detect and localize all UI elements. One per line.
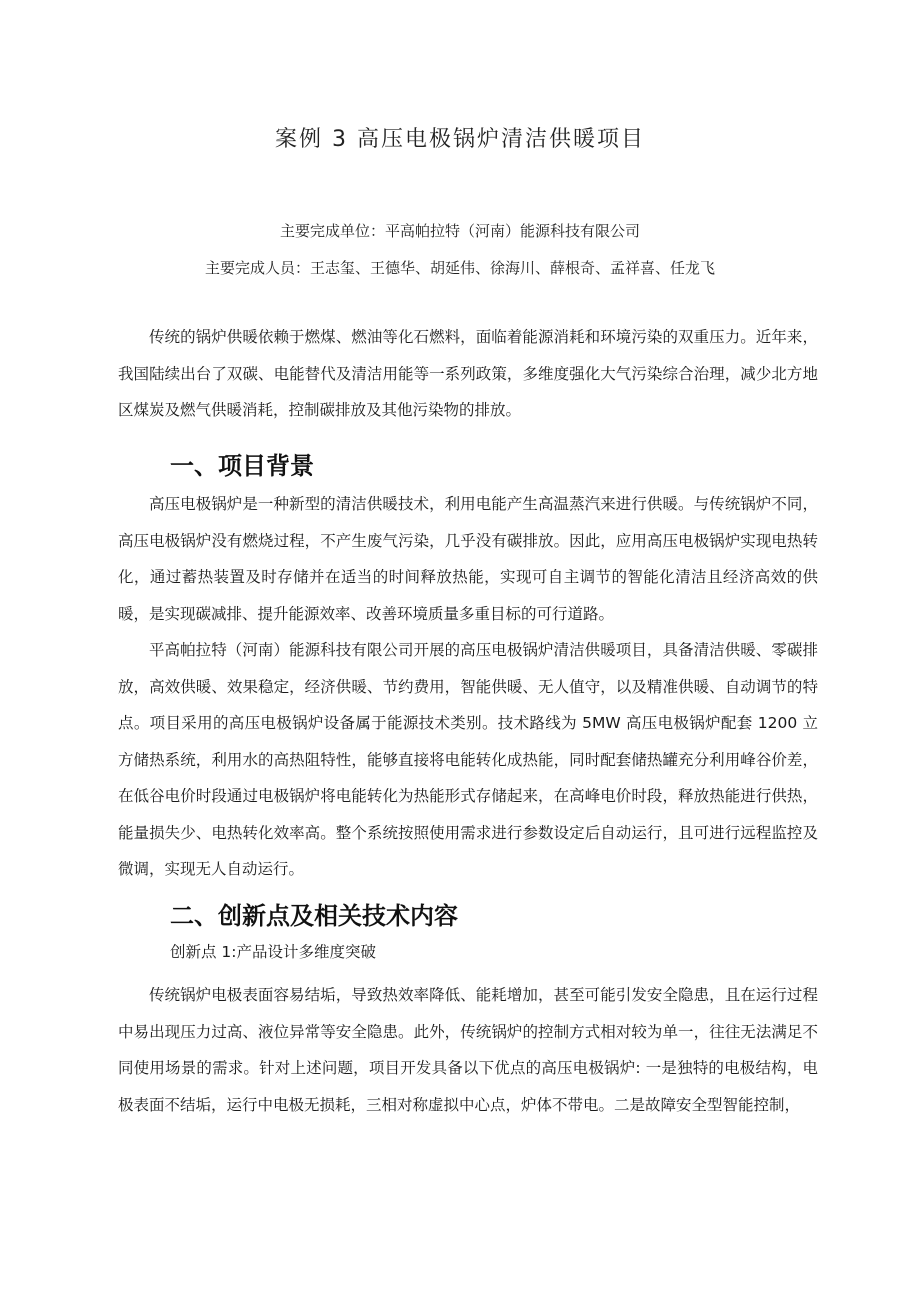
intro-paragraph: 传统的锅炉供暖依赖于燃煤、燃油等化石燃料，面临着能源消耗和环境污染的双重压力。近年来，我国陆续出台了双碳、电能替代及清洁用能等一系列政策，多维度强化大气污染综合治理，减少北方地区煤炭及燃气供暖消耗，控制碳排放及其他污染物的排放。 [118,328,818,419]
innovation-paragraph-1: 传统锅炉电极表面容易结垢，导致热效率降低、能耗增加，甚至可能引发安全隐患，且在运行过程中易出现压力过高、液位异常等安全隐患。此外，传统锅炉的控制方式相对较为单一，往往无法满足不同使用场景的需求。针对上述问题，项目开发具备以下优点的高压电极锅炉: 一是独特的电极结构，电极表面不结垢，运行中电极无损耗，三相对称虚拟中心点，炉体不带电。二是故障安全型智能控制， [118,986,818,1114]
completion-people: 主要完成人员：王志玺、王德华、胡延伟、徐海川、薛根奇、孟祥喜、任龙飞 [204,259,715,277]
document-title: 案例 3 高压电极锅炉清洁供暖项目 [275,127,645,152]
section-heading-background: 一、项目背景 [170,452,314,480]
background-paragraph-2: 平高帕拉特（河南）能源科技有限公司开展的高压电极锅炉清洁供暖项目，具备清洁供暖、零碳排放，高效供暖、效果稳定，经济供暖、节约费用，智能供暖、无人值守，以及精准供暖、自动调节的特点。项目采用的高压电极锅炉设备属于能源技术类别。技术路线为 5MW 高压电极锅炉配套 1200 立方储热系统，利用水的高热阻特性，能够直接将电能转化成热能，同时配套储热罐充分利用峰谷价差，在低谷电价时段通过电极锅炉将电能转化为热能形式存储起来，在高峰电价时段，释放热能进行供热，能量损失少、电热转化效率高。整个系统按照使用需求进行参数设定后自动运行，且可进行远程监控及微调，实现无人自动运行。 [118,641,818,878]
completion-unit: 主要完成单位：平高帕拉特（河南）能源科技有限公司 [279,222,640,240]
section-heading-innovation: 二、创新点及相关技术内容 [170,902,458,930]
background-paragraph-1: 高压电极锅炉是一种新型的清洁供暖技术，利用电能产生高温蒸汽来进行供暖。与传统锅炉不同，高压电极锅炉没有燃烧过程，不产生废气污染，几乎没有碳排放。因此，应用高压电极锅炉实现电热转化，通过蓄热装置及时存储并在适当的时间释放热能，实现可自主调节的智能化清洁且经济高效的供暖，是实现碳减排、提升能源效率、改善环境质量多重目标的可行道路。 [118,495,818,623]
innovation-subheading-1: 创新点 1:产品设计多维度突破 [170,943,377,961]
